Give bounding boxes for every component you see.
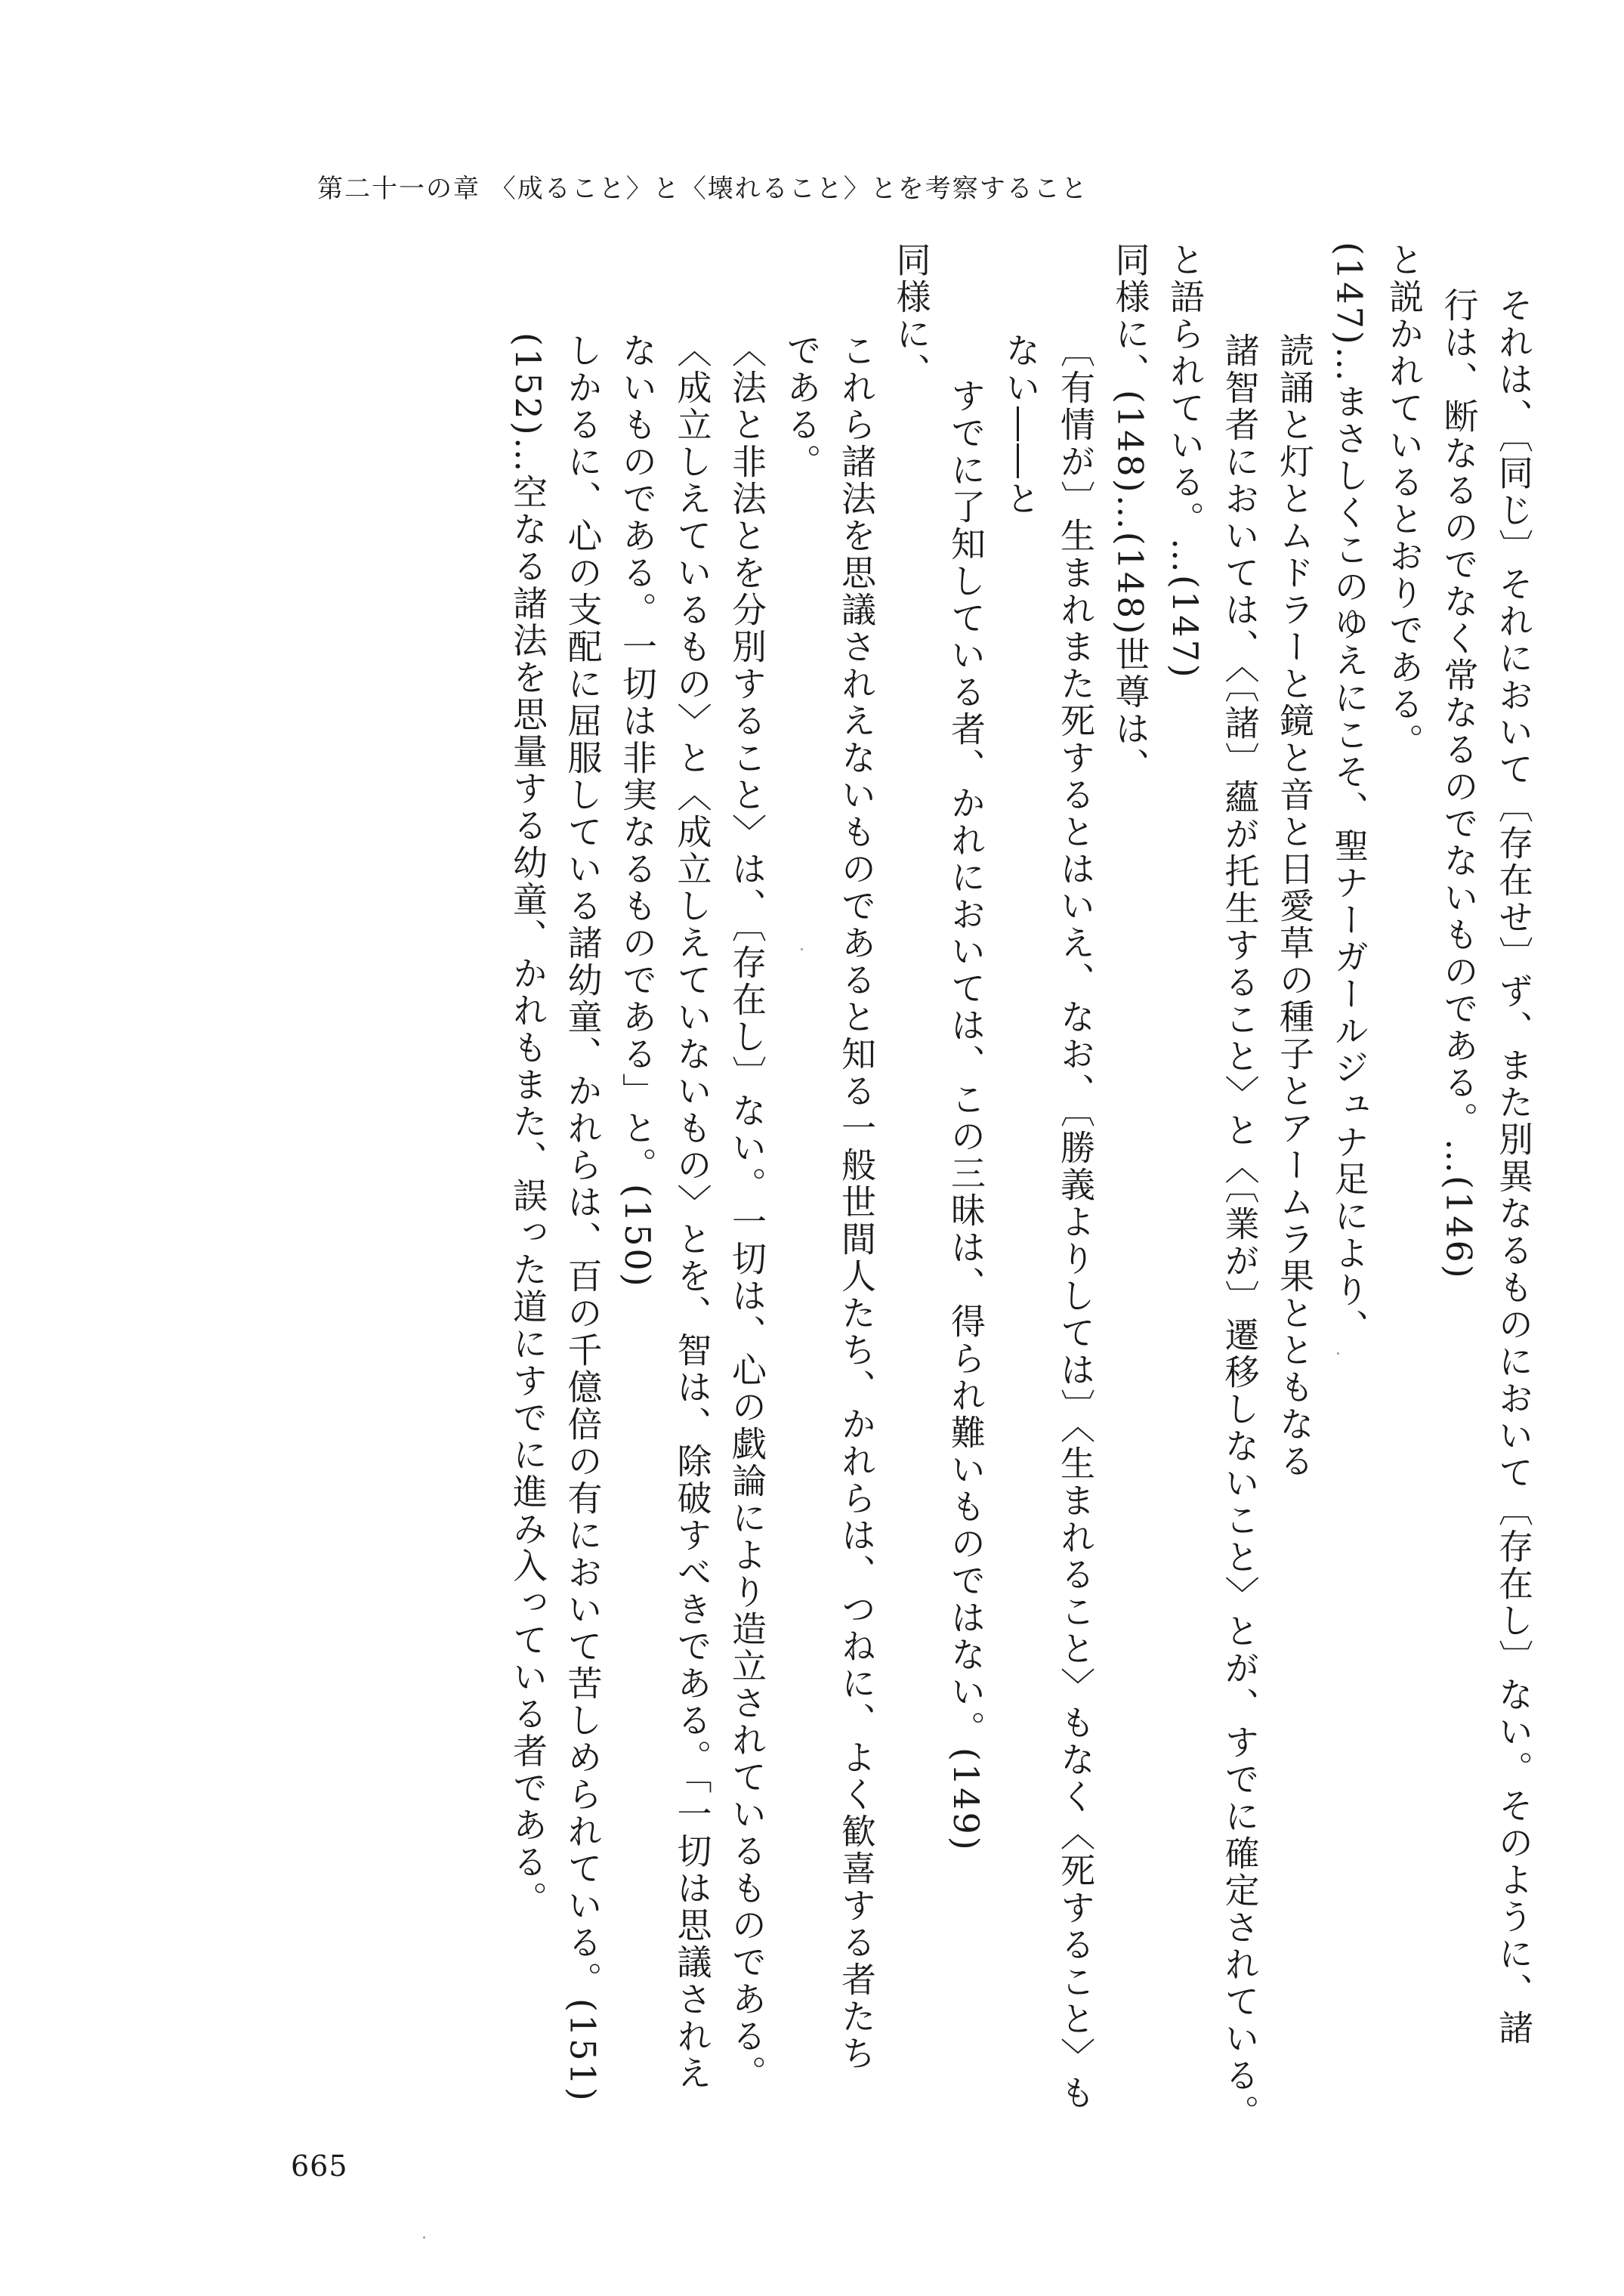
paper-speck xyxy=(1337,1352,1339,1355)
text-line: 同様に、(148)…(148)世尊は、 xyxy=(1110,242,1151,785)
text-line: 同様に、 xyxy=(891,242,932,390)
text-line: (152)…空なる諸法を思量する幼童、かれもまた、誤った道にすでに進み入っている者である。 xyxy=(508,332,548,1918)
text-line: しかるに、心の支配に屈服している諸幼童、かれらは、百の千億倍の有において苦しめられている。(151) xyxy=(562,332,604,2103)
text-line: すでに了知している者、かれにおいては、この三昧は、得られ難いものではない。(149) xyxy=(946,378,986,1853)
text-line: と説かれているとおりである。 xyxy=(1384,242,1425,760)
paper-speck xyxy=(801,948,803,950)
paper-speck xyxy=(423,2236,425,2239)
text-line: ないものである。一切は非実なるものである」と。(150) xyxy=(617,332,658,1289)
text-line: 〈成立しえているもの〉と〈成立しえていないもの〉とを、智は、除破すべきである。「一切は思議されえ xyxy=(672,332,713,2092)
body-text xyxy=(227,242,1541,2131)
text-line: ない――と xyxy=(1000,332,1042,518)
running-head: 第二十一の章 〈成ること〉と〈壊れること〉とを考察すること xyxy=(317,174,1088,204)
page-number: 665 xyxy=(291,2149,348,2183)
text-line: (147)…まさしくこのゆえにこそ、聖ナーガールジュナ足により、 xyxy=(1329,242,1370,1346)
text-line: である。 xyxy=(781,332,823,481)
text-line: それは、〔同じ〕それにおいて〔存在せ〕ず、また別異なるものにおいて〔存在し〕ない。そのように、諸 xyxy=(1493,287,1534,2047)
text-line: 〈法と非法とを分別すること〉は、〔存在し〕ない。一切は、心の戯論により造立されているものである。 xyxy=(727,332,767,2092)
text-line: 諸智者においては、〈〔諸〕蘊が托生すること〉と〈〔業が〕遷移しないこと〉とが、すでに確定されている。 xyxy=(1219,332,1261,2131)
text-line: 読誦と灯とムドラーと鏡と音と日愛草の種子とアームラ果とともなる xyxy=(1274,332,1315,1480)
text-line: これら諸法を思議されえないものであると知る一般世間人たち、かれらは、つねに、よく歓喜する者たち xyxy=(836,332,877,2072)
text-line: と語られている。…(147) xyxy=(1165,242,1206,680)
text-line: 行は、断なるのでなく常なるのでないものである。…(146) xyxy=(1438,287,1480,1281)
text-line: 〔有情が〕生まれまた死するとはいえ、なお、〔勝義よりしては〕〈生まれること〉もなく〈死すること〉も xyxy=(1055,332,1096,2112)
